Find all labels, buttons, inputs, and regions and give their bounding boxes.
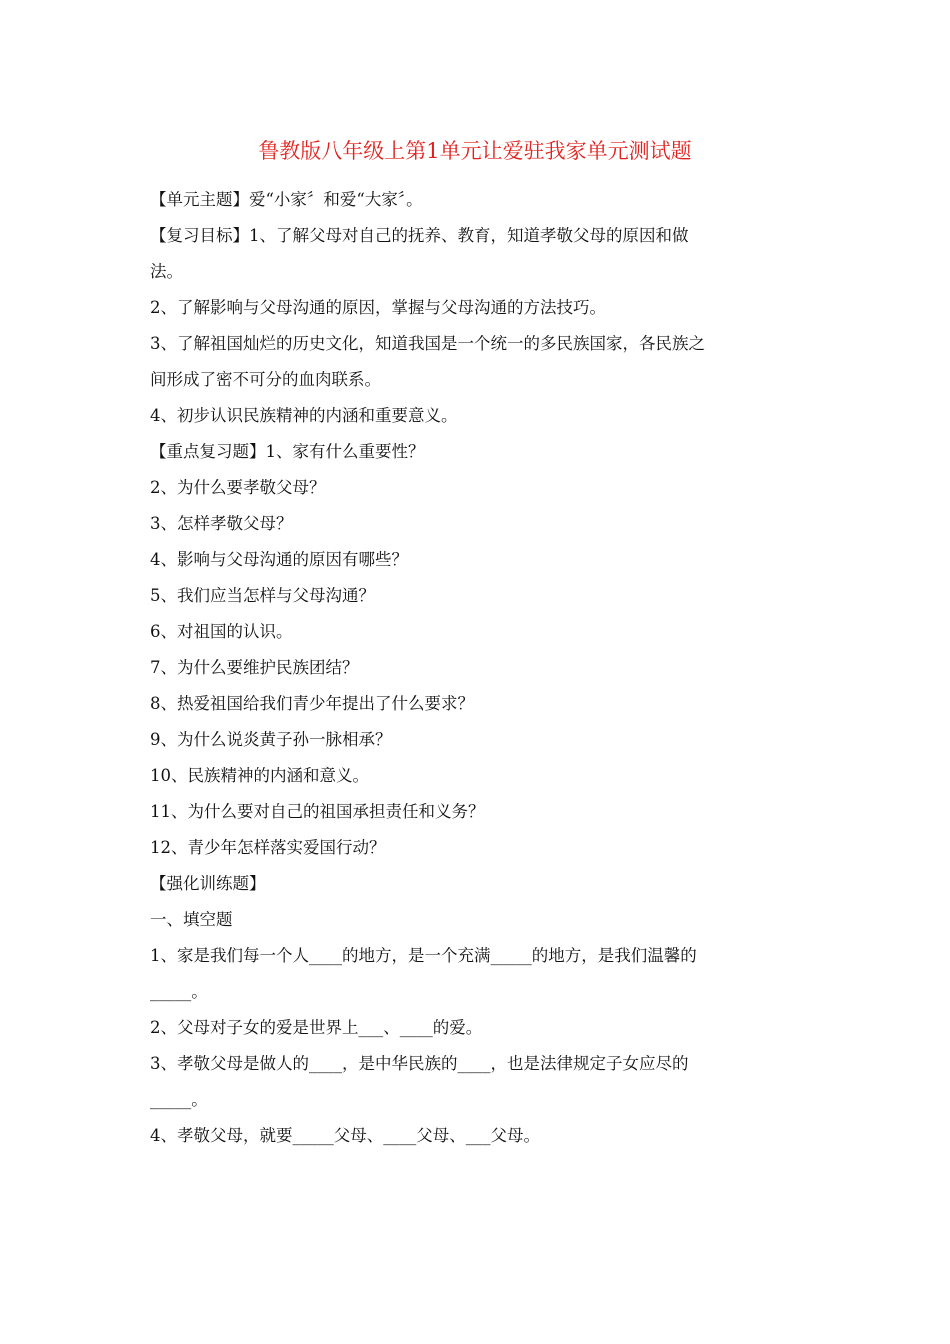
key-question-line: 8、热爱祖国给我们青少年提出了什么要求？ [150, 694, 474, 713]
fill-blank-question: 3、孝敬父母是做人的____，是中华民族的____，也是法律规定子女应尽的 [150, 1054, 689, 1073]
fill-blank-question: 2、父母对子女的爱是世界上___、____的爱。 [150, 1018, 483, 1037]
key-question-line: 3、怎样孝敬父母？ [150, 514, 293, 533]
review-goal-line: 间形成了密不可分的血肉联系。 [150, 370, 381, 389]
review-goal-line: 4、初步认识民族精神的内涵和重要意义。 [150, 406, 458, 425]
key-question-line: 2、为什么要孝敬父母？ [150, 478, 326, 497]
fill-blank-question: 4、孝敬父母，就要_____父母、____父母、___父母。 [150, 1126, 540, 1145]
key-question-line: 10、民族精神的内涵和意义。 [150, 766, 369, 785]
fill-blank-question: 1、家是我们每一个人____的地方，是一个充满_____的地方，是我们温馨的 [150, 946, 697, 965]
fill-blank-question: _____。 [150, 982, 208, 1001]
review-goal-line: 2、了解影响与父母沟通的原因，掌握与父母沟通的方法技巧。 [150, 298, 606, 317]
key-question-line: 4、影响与父母沟通的原因有哪些？ [150, 550, 408, 569]
key-question-line: 7、为什么要维护民族团结？ [150, 658, 359, 677]
document-body [150, 182, 800, 1154]
key-question-line: 11、为什么要对自己的祖国承担责任和义务？ [150, 802, 485, 821]
document-title: 鲁教版八年级上第1单元让爱驻我家单元测试题 [258, 139, 692, 163]
unit-theme-line: 【单元主题】爱“小家〞和爱“大家〞。 [150, 190, 423, 209]
section-heading: 一、填空题 [150, 910, 233, 929]
review-goal-line: 3、了解祖国灿烂的历史文化，知道我国是一个统一的多民族国家，各民族之 [150, 334, 705, 353]
key-question-line: 【重点复习题】1、家有什么重要性？ [150, 442, 425, 461]
review-goal-line: 法。 [150, 262, 183, 281]
key-question-line: 5、我们应当怎样与父母沟通？ [150, 586, 375, 605]
review-goal-line: 【复习目标】1、了解父母对自己的抚养、教育，知道孝敬父母的原因和做 [150, 226, 689, 245]
key-question-line: 9、为什么说炎黄子孙一脉相承？ [150, 730, 392, 749]
fill-blank-question: _____。 [150, 1090, 208, 1109]
key-question-line: 12、青少年怎样落实爱国行动？ [150, 838, 386, 857]
key-question-line: 6、对祖国的认识。 [150, 622, 293, 641]
section-heading: 【强化训练题】 [150, 874, 266, 893]
